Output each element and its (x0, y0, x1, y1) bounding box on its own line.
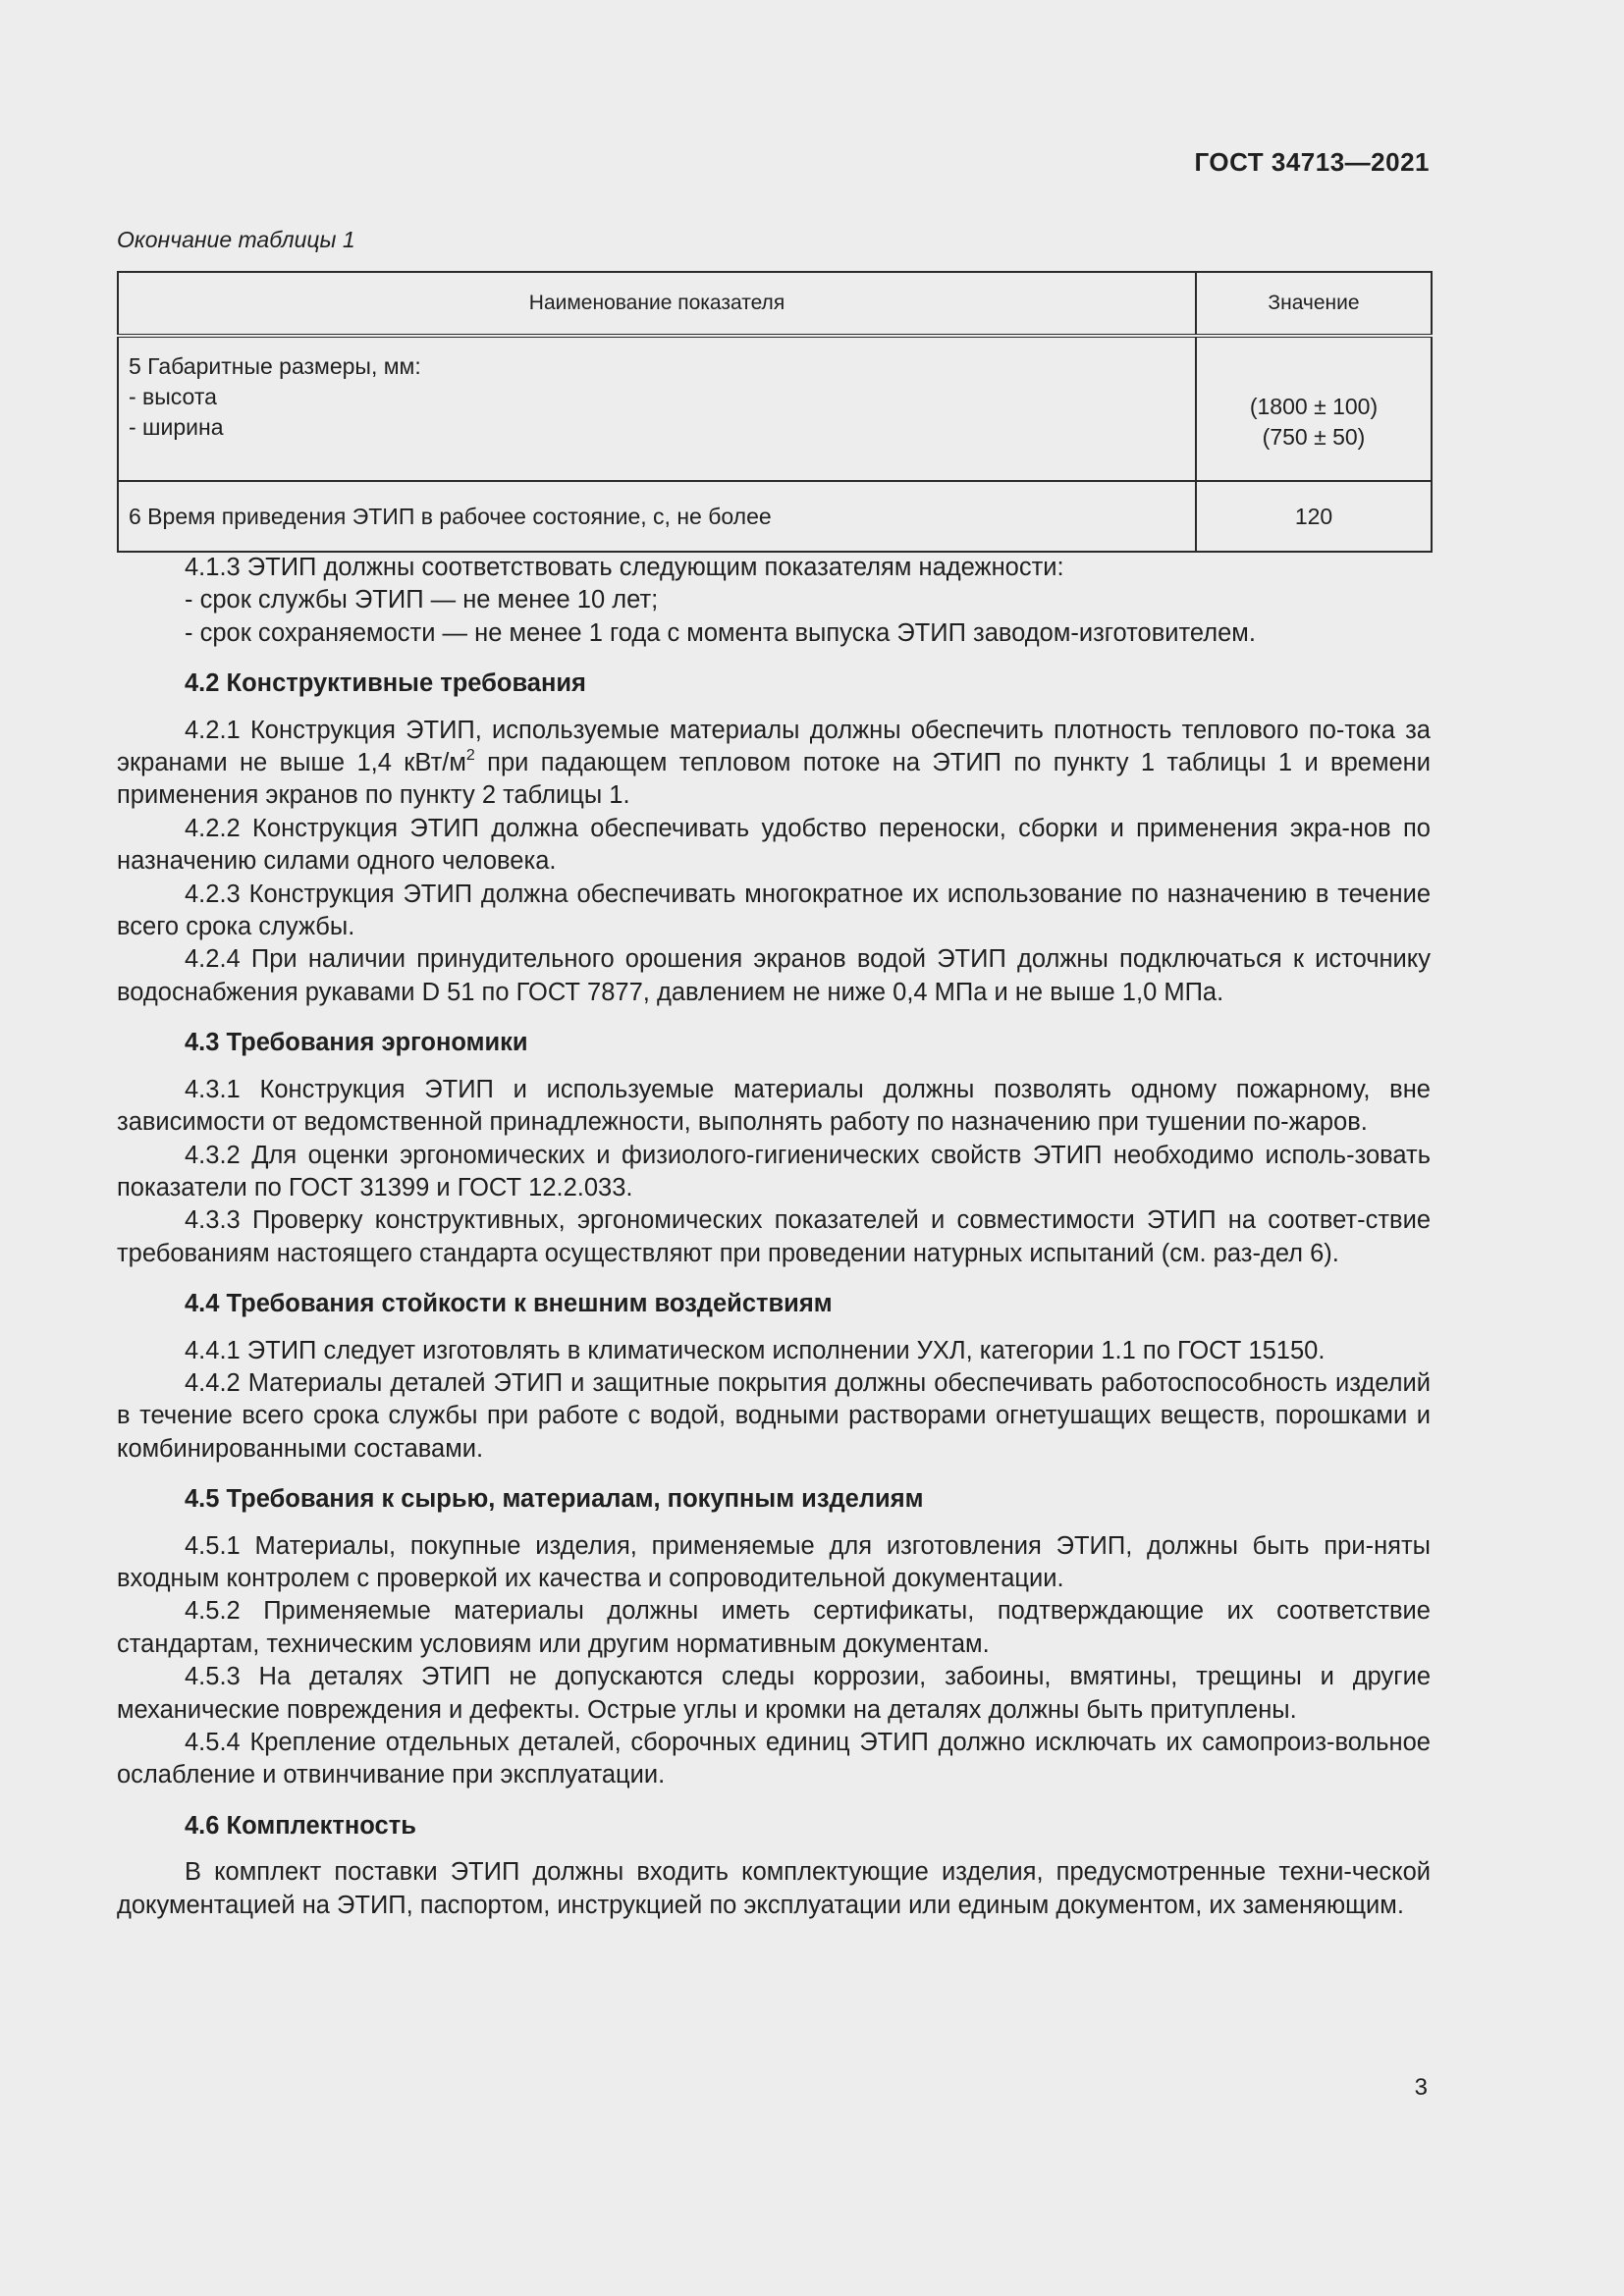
section-heading-4-4: 4.4 Требования стойкости к внешним воздействиям (185, 1290, 833, 1318)
table-cell-value: 120 (1196, 481, 1432, 552)
paragraph-4-6: В комплект поставки ЭТИП должны входить комплектующие изделия, предусмотренные техни-ческой документацией на ЭТИП, паспортом, инструкцией по эксплуатации или единым документом, их заменяющим. (117, 1858, 1431, 1919)
row-name-line: - ширина (129, 414, 224, 440)
row-value-line: (1800 ± 100) (1249, 393, 1379, 419)
row-name-line: 5 Габаритные размеры, мм: (129, 353, 421, 379)
column-header-value: Значение (1196, 272, 1432, 336)
standard-number: ГОСТ 34713—2021 (1194, 147, 1430, 177)
paragraph-text: 4.2.1 Конструкция ЭТИП, используемые материалы должны обеспечить плотность теплового по-тока за экранами не выше 1,4 кВт/м (117, 716, 1431, 777)
paragraph-4-5-1: 4.5.1 Материалы, покупные изделия, применяемые для изготовления ЭТИП, должны быть при-няты входным контролем с проверкой их качества и сопроводительной документации. (117, 1531, 1431, 1592)
table-caption: Окончание таблицы 1 (117, 227, 355, 252)
list-item: - срок службы ЭТИП — не менее 10 лет; (185, 586, 659, 614)
paragraph-4-1-3: 4.1.3 ЭТИП должны соответствовать следующим показателям надежности: (185, 554, 1064, 581)
paragraph-4-3-1: 4.3.1 Конструкция ЭТИП и используемые материалы должны позволять одному пожарному, вне зависимости от ведомственной принадлежности, выполнять работу по назначению при тушении по-жаров. (117, 1075, 1431, 1137)
superscript: 2 (465, 747, 475, 765)
paragraph-4-2-1 (117, 715, 1431, 813)
table-cell-value (1196, 336, 1432, 481)
section-heading-4-2: 4.2 Конструктивные требования (185, 669, 586, 698)
section-heading-4-3: 4.3 Требования эргономики (185, 1029, 528, 1057)
paragraph-4-4-1: 4.4.1 ЭТИП следует изготовлять в климатическом исполнении УХЛ, категории 1.1 по ГОСТ 15150. (185, 1336, 1326, 1364)
list-item: - срок сохраняемости — не менее 1 года с момента выпуска ЭТИП заводом-изготовителем. (185, 618, 1256, 647)
spec-table (117, 271, 1433, 553)
table-row (118, 481, 1432, 552)
section-heading-4-5: 4.5 Требования к сырью, материалам, покупным изделиям (185, 1485, 924, 1514)
paragraph-4-3-3: 4.3.3 Проверку конструктивных, эргономических показателей и совместимости ЭТИП на соответ-ствие требованиям настоящего стандарта осуществляют при проведении натурных испытаний (см. раз-дел 6). (117, 1206, 1431, 1267)
column-header-name: Наименование показателя (118, 272, 1196, 336)
table-cell-name: 6 Время приведения ЭТИП в рабочее состояние, с, не более (118, 481, 1196, 552)
paragraph-4-3-2: 4.3.2 Для оценки эргономических и физиолого-гигиенических свойств ЭТИП необходимо исполь-зовать показатели по ГОСТ 31399 и ГОСТ 12.2.033. (117, 1141, 1431, 1201)
page-number: 3 (1414, 2074, 1428, 2101)
table-cell-name (118, 336, 1196, 481)
row-value-line: (750 ± 50) (1262, 423, 1366, 450)
paragraph-4-5-3: 4.5.3 На деталях ЭТИП не допускаются следы коррозии, забоины, вмятины, трещины и другие механические повреждения и дефекты. Острые углы и кромки на деталях должны быть притуплены. (117, 1663, 1431, 1724)
paragraph-4-4-2: 4.4.2 Материалы деталей ЭТИП и защитные покрытия должны обеспечивать работоспособность изделий в течение всего срока службы при работе с водой, водными растворами огнетушащих веществ, порошками и комбинированными составами. (117, 1368, 1431, 1463)
paragraph-4-2-4: 4.2.4 При наличии принудительного орошения экранов водой ЭТИП должны подключаться к источнику водоснабжения рукавами D 51 по ГОСТ 7877, давлением не ниже 0,4 МПа и не выше 1,0 МПа. (117, 945, 1431, 1006)
paragraph-4-2-3: 4.2.3 Конструкция ЭТИП должна обеспечивать многократное их использование по назначению в течение всего срока службы. (117, 880, 1431, 941)
paragraph-4-2-2: 4.2.2 Конструкция ЭТИП должна обеспечивать удобство переноски, сборки и применения экра-нов по назначению силами одного человека. (117, 814, 1431, 876)
table-row (118, 336, 1432, 481)
document-body (117, 552, 1431, 1922)
row-name-line: - высота (129, 384, 217, 409)
paragraph-4-5-4: 4.5.4 Крепление отдельных деталей, сборочных единиц ЭТИП должно исключать их самопроиз-вольное ослабление и отвинчивание при эксплуатации. (117, 1729, 1431, 1789)
section-heading-4-6: 4.6 Комплектность (185, 1811, 416, 1840)
paragraph-text: при падающем тепловом потоке на ЭТИП по пункту 1 таблицы 1 и времени применения экранов по пункту 2 таблицы 1. (117, 749, 1432, 810)
table-header-row (118, 272, 1432, 336)
paragraph-4-5-2: 4.5.2 Применяемые материалы должны иметь сертификаты, подтверждающие их соответствие стандартам, техническим условиям или другим нормативным документам. (117, 1597, 1431, 1658)
